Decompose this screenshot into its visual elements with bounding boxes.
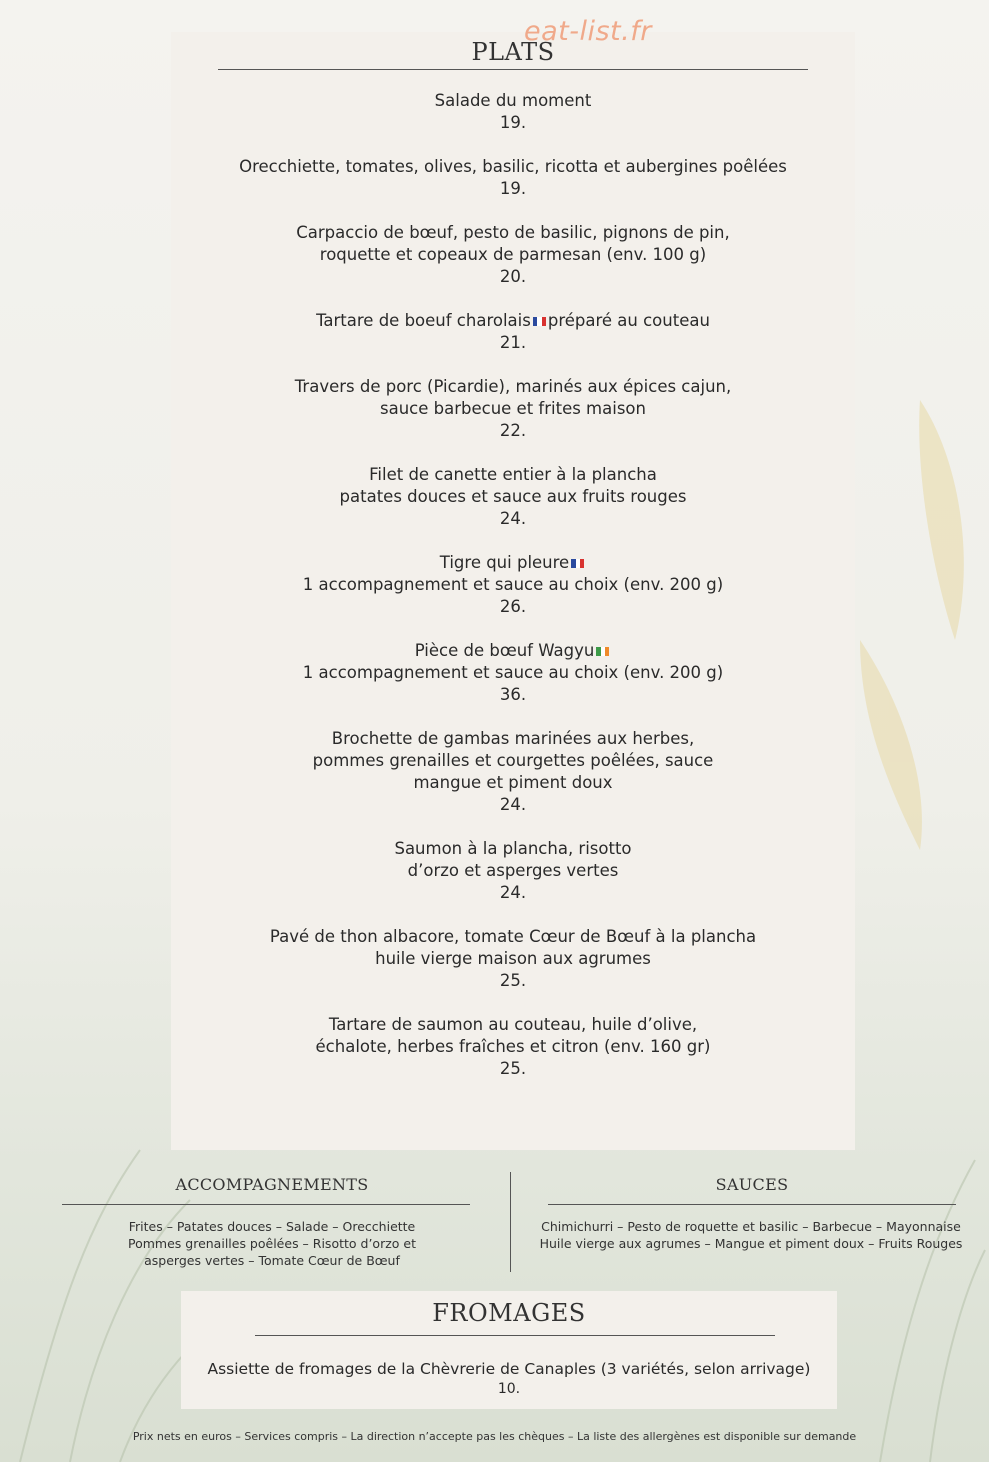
dish-description — [171, 398, 855, 420]
dish-line-text: huile vierge maison aux agrumes — [375, 949, 651, 968]
dish-line-text: sauce barbecue et frites maison — [380, 399, 646, 418]
dish-line-text: Orecchiette, tomates, olives, basilic, ricotta et aubergines poêlées — [239, 157, 787, 176]
fromages-item: Assiette de fromages de la Chèvrerie de Canaples (3 variétés, selon arrivage) — [207, 1360, 811, 1378]
dish-price: 24. — [499, 883, 527, 902]
dish-name — [171, 156, 855, 178]
dish-item — [171, 838, 855, 904]
sauces-rule — [548, 1204, 956, 1205]
watermark: eat-list.fr — [524, 16, 652, 47]
dish-line-text: échalote, herbes fraîches et citron (env. 160 gr) — [315, 1037, 711, 1056]
dish-description — [171, 750, 855, 772]
sauces-title: SAUCES — [715, 1175, 789, 1194]
sauces-line: Huile vierge aux agrumes – Mangue et piment doux – Fruits Rouges — [539, 1236, 963, 1251]
dish-price: 21. — [499, 333, 527, 352]
dish-name — [171, 464, 855, 486]
dish-price: 26. — [499, 597, 527, 616]
dish-line-text: patates douces et sauce aux fruits rouges — [339, 487, 687, 506]
dish-price: 25. — [499, 971, 527, 990]
dish-item — [171, 464, 855, 530]
dish-description — [171, 1036, 855, 1058]
sauces-text — [526, 1218, 976, 1252]
fromages-rule — [255, 1335, 775, 1336]
dish-line-text: Saumon à la plancha, risotto — [394, 839, 632, 858]
fromages-title: FROMAGES — [432, 1299, 586, 1327]
dish-price: 22. — [499, 421, 527, 440]
dish-item — [171, 640, 855, 706]
dish-line-text: d’orzo et asperges vertes — [407, 861, 619, 880]
dish-line-text: mangue et piment doux — [413, 773, 613, 792]
dish-item — [171, 310, 855, 354]
dish-line-text: Pavé de thon albacore, tomate Cœur de Bœuf à la plancha — [269, 927, 757, 946]
ireland-flag-icon — [596, 647, 609, 656]
dish-item — [171, 552, 855, 618]
dish-name-part: Tartare de boeuf charolais — [316, 311, 531, 330]
accompagnements-line: Frites – Patates douces – Salade – Orecchiette — [128, 1219, 416, 1234]
dish-item — [171, 728, 855, 816]
fromages-price: 10. — [497, 1381, 521, 1397]
dish-name — [171, 1014, 855, 1036]
france-flag-icon — [571, 559, 584, 568]
sauces-line: Chimichurri – Pesto de roquette et basilic – Barbecue – Mayonnaise — [541, 1219, 961, 1234]
dish-price: 24. — [499, 509, 527, 528]
dish-item — [171, 376, 855, 442]
dish-list — [171, 90, 855, 1102]
dish-name — [171, 728, 855, 750]
dish-line-text: Tartare de saumon au couteau, huile d’olive, — [328, 1015, 698, 1034]
dish-item — [171, 90, 855, 134]
dish-description — [171, 574, 855, 596]
accompagnements-title: ACCOMPAGNEMENTS — [175, 1175, 369, 1194]
dish-description — [171, 244, 855, 266]
dish-item — [171, 222, 855, 288]
accompagnements-line: Pommes grenailles poêlées – Risotto d’orzo et — [128, 1236, 416, 1251]
dish-name — [171, 838, 855, 860]
dish-item — [171, 156, 855, 200]
dish-description — [171, 662, 855, 684]
dish-line-text: roquette et copeaux de parmesan (env. 100 g) — [319, 245, 707, 264]
dish-price: 36. — [499, 685, 527, 704]
dish-name — [171, 926, 855, 948]
dish-description — [171, 772, 855, 794]
plats-rule — [218, 69, 808, 70]
france-flag-icon — [533, 317, 546, 326]
dish-line-text: Tigre qui pleure — [439, 553, 570, 572]
column-divider — [510, 1172, 511, 1272]
dish-name — [171, 376, 855, 398]
dish-name — [171, 310, 855, 332]
dish-line-text: 1 accompagnement et sauce au choix (env. 200 g) — [302, 575, 724, 594]
dish-name — [171, 90, 855, 112]
dish-line-text: Filet de canette entier à la plancha — [369, 465, 657, 484]
dish-price: 19. — [499, 113, 527, 132]
dish-price: 25. — [499, 1059, 527, 1078]
dish-description — [171, 948, 855, 970]
dish-line-text: Salade du moment — [434, 91, 592, 110]
dish-name-part: préparé au couteau — [547, 311, 710, 330]
dish-description — [171, 486, 855, 508]
dish-item — [171, 926, 855, 992]
dish-price: 20. — [499, 267, 527, 286]
dish-price: 19. — [499, 179, 527, 198]
plats-title: PLATS — [471, 38, 555, 66]
accompagnements-text — [62, 1218, 482, 1269]
dish-line-text: 1 accompagnement et sauce au choix (env. 200 g) — [302, 663, 724, 682]
dish-line-text: Pièce de bœuf Wagyu — [414, 641, 595, 660]
dish-name — [171, 640, 855, 662]
dish-description — [171, 860, 855, 882]
accompagnements-rule — [62, 1204, 470, 1205]
accompagnements-line: asperges vertes – Tomate Cœur de Bœuf — [144, 1253, 400, 1268]
dish-item — [171, 1014, 855, 1080]
dish-line-text: Carpaccio de bœuf, pesto de basilic, pignons de pin, — [296, 223, 730, 242]
footer-notice: Prix nets en euros – Services compris – La direction n’accepte pas les chèques – La liste des allergènes est disponible sur demande — [132, 1430, 857, 1443]
dish-price: 24. — [499, 795, 527, 814]
dish-line-text: pommes grenailles et courgettes poêlées, sauce — [312, 751, 714, 770]
dish-name — [171, 222, 855, 244]
dish-line-text: Travers de porc (Picardie), marinés aux épices cajun, — [294, 377, 732, 396]
dish-name — [171, 552, 855, 574]
dish-line-text: Brochette de gambas marinées aux herbes, — [331, 729, 695, 748]
